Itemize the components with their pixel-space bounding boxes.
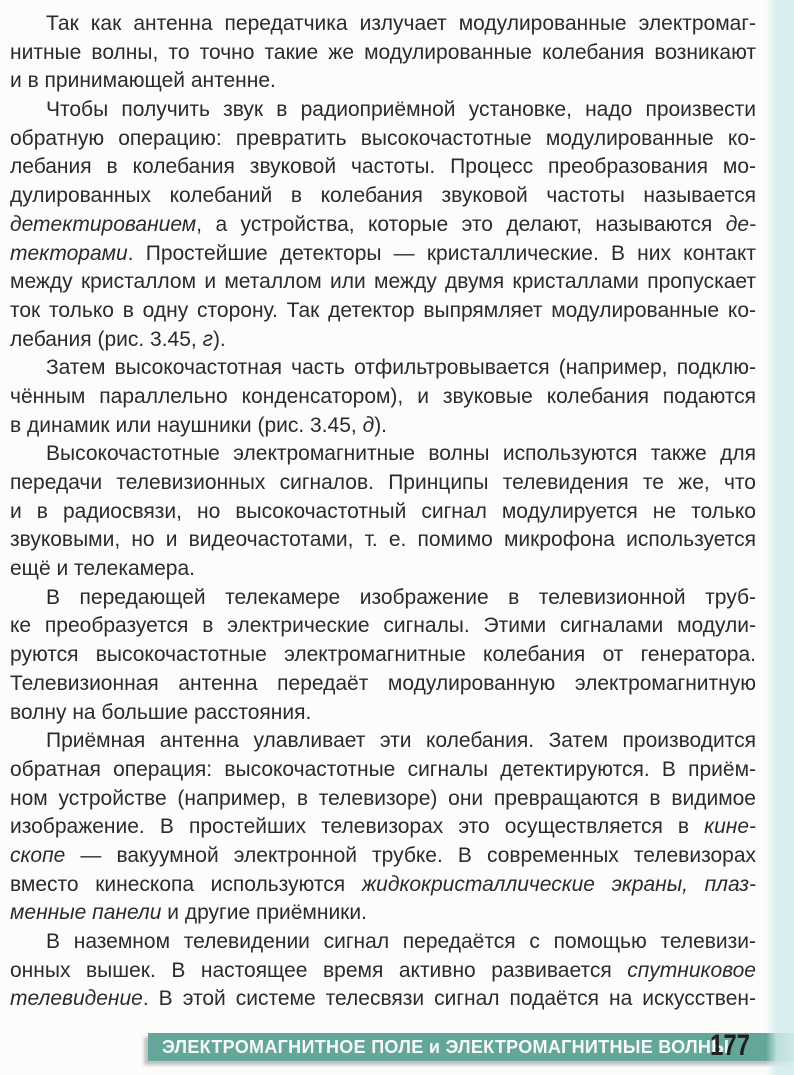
- text-line: [10, 842, 756, 871]
- paragraph: [10, 10, 756, 96]
- text-segment: и в радиосвязи, но высокочастотный сигнал модулируется не только: [10, 499, 756, 523]
- text-segment: в динамик или наушники (рис. 3.45,: [10, 413, 363, 437]
- text-line: [10, 957, 756, 986]
- paragraph: [10, 354, 756, 440]
- text-line: [10, 469, 756, 498]
- text-line: [10, 39, 756, 68]
- text-line: [10, 96, 756, 125]
- text-line: [10, 240, 756, 269]
- chapter-title: ЭЛЕКТРОМАГНИТНОЕ ПОЛЕ и ЭЛЕКТРОМАГНИТНЫЕ ВОЛНЫ: [162, 1037, 730, 1057]
- text-line: [10, 612, 756, 641]
- text-line: [10, 354, 756, 383]
- text-line: [10, 440, 756, 469]
- text-line: [10, 268, 756, 297]
- text-line: [10, 326, 756, 355]
- text-line: [10, 211, 756, 240]
- text-line: [10, 383, 756, 412]
- emphasized-text: детектированием: [10, 212, 197, 236]
- emphasized-text: скопе: [10, 843, 66, 867]
- paragraph: [10, 727, 756, 928]
- text-segment: обратную операцию: превратить высокочастотные модулированные ко-: [10, 126, 756, 150]
- footer-bar: [148, 1033, 794, 1061]
- text-segment: чённым параллельно конденсатором), и звуковые колебания подаются: [10, 384, 756, 408]
- paragraph: [10, 96, 756, 354]
- text-segment: Высокочастотные электромагнитные волны используются также для: [46, 442, 756, 466]
- text-segment: , а устройства, которые это делают, называются: [196, 212, 726, 236]
- emphasized-text: менные панели: [10, 901, 162, 925]
- text-line: [10, 125, 756, 154]
- text-segment: Затем высокочастотная часть отфильтровывается (например, подклю-: [46, 356, 756, 380]
- text-line: [10, 871, 756, 900]
- text-segment: и в принимающей антенне.: [10, 69, 276, 93]
- text-segment: . В этой системе телесвязи сигнал подаётся на искусствен-: [142, 987, 756, 1011]
- text-segment: изображение. В простейших телевизорах это осуществляется в: [10, 815, 705, 839]
- text-line: [10, 641, 756, 670]
- text-segment: нитные волны, то точно такие же модулированные колебания возникают: [10, 40, 756, 64]
- text-segment: Так как антенна передатчика излучает модулированные электромаг-: [46, 12, 756, 35]
- text-segment: ещё и телекамера.: [10, 557, 195, 581]
- text-line: [10, 928, 756, 957]
- text-line: [10, 10, 756, 39]
- emphasized-text: де-: [725, 212, 756, 236]
- text-line: [10, 584, 756, 613]
- text-segment: ке преобразуется в электрические сигналы. Этими сигналами модули-: [10, 614, 756, 638]
- text-segment: звуковыми, но и видеочастотами, т. е. помимо микрофона используется: [10, 528, 756, 552]
- text-line: [10, 985, 756, 1014]
- emphasized-text: жидкокристаллические экраны, плаз-: [361, 872, 756, 896]
- paragraph: [10, 440, 756, 583]
- text-segment: онных вышек. В настоящее время активно развивается: [10, 958, 628, 982]
- emphasized-text: г: [202, 327, 213, 351]
- text-line: [10, 727, 756, 756]
- text-line: [10, 899, 756, 928]
- text-line: [10, 813, 756, 842]
- text-segment: ).: [212, 327, 226, 351]
- text-segment: лебания в колебания звуковой частоты. Процесс преобразования мо-: [10, 155, 756, 179]
- text-segment: дулированных колебаний в колебания звуковой частоты называется: [10, 184, 756, 208]
- emphasized-text: кине-: [704, 815, 756, 839]
- text-segment: передачи телевизионных сигналов. Принципы телевидения те же, что: [10, 471, 756, 494]
- page-number: 177: [709, 1029, 751, 1062]
- text-line: [10, 153, 756, 182]
- text-line: [10, 526, 756, 555]
- text-segment: . Простейшие детекторы — кристаллические. В них контакт: [127, 241, 756, 265]
- text-line: [10, 412, 756, 441]
- text-segment: лебания (рис. 3.45,: [10, 327, 203, 351]
- text-line: [10, 182, 756, 211]
- text-segment: Чтобы получить звук в радиоприёмной установке, надо произвести: [46, 98, 756, 122]
- text-line: [10, 498, 756, 527]
- text-segment: волну на большие расстояния.: [10, 700, 312, 724]
- paragraph: [10, 928, 756, 1014]
- text-segment: вместо кинескопа используются: [10, 872, 362, 896]
- emphasized-text: д: [362, 413, 375, 437]
- text-segment: Телевизионная антенна передаёт модулированную электромагнитную: [10, 671, 756, 695]
- text-segment: ).: [374, 413, 388, 437]
- text-segment: В передающей телекамере изображение в телевизионной труб-: [46, 585, 756, 609]
- text-segment: и другие приёмники.: [161, 901, 367, 925]
- text-segment: обратная операция: высокочастотные сигналы детектируются. В приём-: [10, 757, 756, 781]
- text-segment: В наземном телевидении сигнал передаётся с помощью телевизи-: [46, 930, 756, 953]
- text-segment: ном устройстве (например, в телевизоре) они превращаются в видимое: [10, 786, 756, 810]
- text-segment: Приёмная антенна улавливает эти колебания. Затем производится: [46, 729, 756, 753]
- text-segment: — вакуумной электронной трубке. В современных телевизорах: [65, 843, 756, 867]
- paragraph: [10, 584, 756, 727]
- text-segment: руются высокочастотные электромагнитные колебания от генератора.: [10, 643, 756, 667]
- text-segment: между кристаллом и металлом или между двумя кристаллами пропускает: [10, 270, 756, 294]
- text-line: [10, 756, 756, 785]
- text-line: [10, 297, 756, 326]
- emphasized-text: спутниковое: [627, 958, 756, 982]
- text-line: [10, 699, 756, 728]
- emphasized-text: текторами: [10, 241, 128, 265]
- text-line: [10, 785, 756, 814]
- text-line: [10, 67, 756, 96]
- text-segment: ток только в одну сторону. Так детектор выпрямляет модулированные ко-: [10, 298, 756, 322]
- text-line: [10, 555, 756, 584]
- emphasized-text: телевидение: [10, 987, 143, 1011]
- text-line: [10, 670, 756, 699]
